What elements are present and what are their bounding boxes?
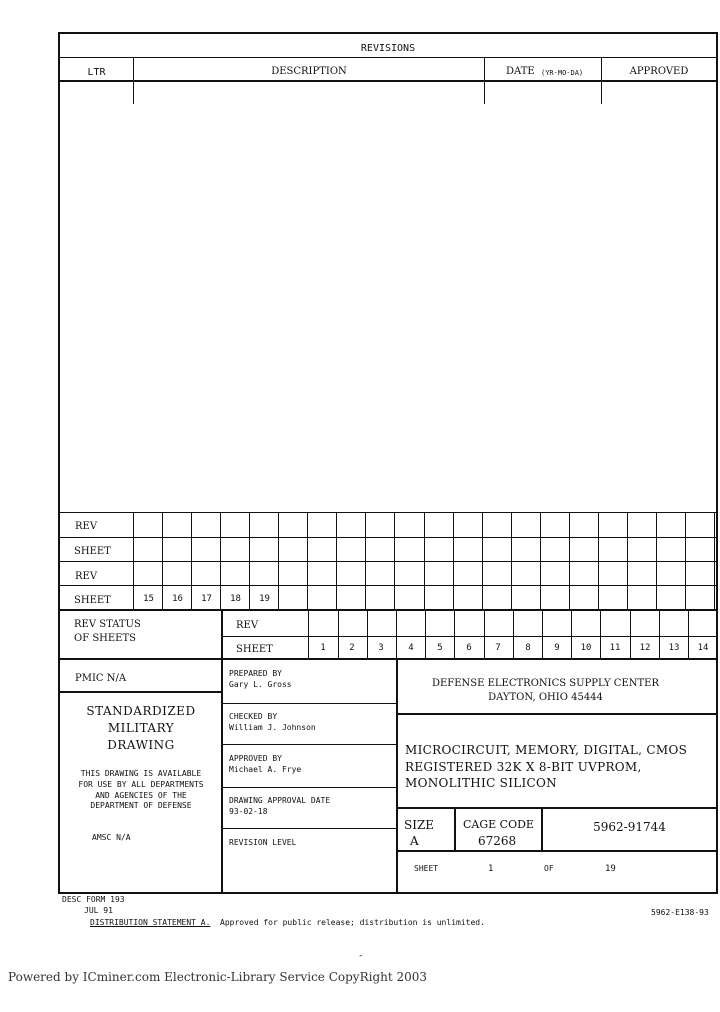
rev-status-middle: [222, 636, 717, 637]
status-sheet-number: 11: [609, 643, 621, 653]
sheet-footer-total: 19: [605, 864, 616, 874]
signoff-line-4: [222, 828, 396, 829]
status-sheet-number: 2: [349, 643, 355, 653]
checked-name: William J. Johnson: [229, 723, 316, 732]
status-sheet-number: 1: [320, 643, 326, 653]
status-col-line: [308, 609, 309, 658]
status-sheet-number: 9: [554, 643, 560, 653]
rev-status-divider: [221, 609, 223, 658]
checked-label: CHECKED BY: [229, 712, 278, 721]
avail-line-4: DEPARTMENT OF DEFENSE: [90, 801, 192, 810]
col-description: DESCRIPTION: [271, 66, 347, 77]
rev-grid-col-line: [453, 512, 454, 609]
rev-grid-col-line: [685, 512, 686, 609]
avail-line-2: FOR USE BY ALL DEPARTMENTS: [78, 780, 204, 789]
rev-grid-line-3: [59, 585, 717, 586]
agency-line-2: DAYTON, OHIO 45444: [488, 692, 603, 703]
rev-grid-col-line: [336, 512, 337, 609]
rev-grid-col-line: [656, 512, 657, 609]
rev-grid-line-2: [59, 561, 717, 562]
rev-grid-col-line: [482, 512, 483, 609]
prepared-label: PREPARED BY: [229, 669, 282, 678]
revisions-title-divider: [59, 57, 717, 58]
status-col-line: [338, 609, 339, 658]
page-mark: -: [358, 951, 364, 961]
signoff-left-border: [221, 658, 223, 894]
upper-sheet-18: 18: [230, 594, 241, 604]
rev-grid-col-line: [598, 512, 599, 609]
approval-date: 93-02-18: [229, 807, 268, 816]
cage-value: 67268: [478, 834, 517, 848]
sheet-footer-label: SHEET: [414, 864, 439, 873]
col-approved: APPROVED: [629, 66, 689, 77]
agency-line-1: DEFENSE ELECTRONICS SUPPLY CENTER: [431, 678, 660, 689]
rev-grid-col-line: [511, 512, 512, 609]
rev-col-line-3: [601, 57, 602, 104]
prepared-name: Gary L. Gross: [229, 680, 292, 689]
status-sheet-number: 8: [525, 643, 531, 653]
upper-sheet-16: 16: [172, 594, 183, 604]
col-date: DATE: [506, 66, 535, 77]
status-col-line: [688, 609, 689, 658]
avail-line-3: AND AGENCIES OF THE: [95, 791, 187, 800]
approved-label: APPROVED BY: [229, 754, 282, 763]
signoff-line-2: [222, 744, 396, 745]
rev-grid-rev-2: REV: [75, 571, 98, 582]
status-sheet-number: 5: [437, 643, 443, 653]
approved-name: Michael A. Frye: [229, 765, 302, 774]
status-sheet-number: 12: [639, 643, 651, 653]
status-sheet-number: 3: [378, 643, 384, 653]
rev-grid-col-line: [424, 512, 425, 609]
rev-grid-col-line: [394, 512, 395, 609]
rev-status-sheet: SHEET: [236, 644, 273, 655]
status-col-line: [454, 609, 455, 658]
signoff-line-1: [222, 703, 396, 704]
rev-grid-col-line: [569, 512, 570, 609]
size-row-bottom: [397, 850, 717, 852]
status-col-line: [630, 609, 631, 658]
drawing-number: 5962-91744: [593, 820, 666, 834]
status-col-line: [367, 609, 368, 658]
signoff-line-3: [222, 787, 396, 788]
size-label: SIZE: [404, 818, 435, 832]
rev-grid-col-line: [627, 512, 628, 609]
rev-grid-bottom: [59, 609, 717, 611]
revisions-header-divider: [59, 80, 717, 82]
rev-col-line-2: [484, 57, 485, 104]
status-sheet-number: 13: [668, 643, 680, 653]
distribution-text: Approved for public release; distribution is unlimited.: [220, 918, 485, 927]
status-sheet-number: 14: [697, 643, 709, 653]
rev-grid-sheet-2: SHEET: [74, 595, 111, 606]
rev-col-line-1: [133, 57, 134, 104]
status-col-line: [425, 609, 426, 658]
rev-status-label-1: REV STATUS: [74, 619, 141, 630]
sheet-footer-number: 1: [488, 864, 494, 874]
doc-code: 5962-E138-93: [651, 908, 709, 917]
status-sheet-number: 4: [408, 643, 414, 653]
cage-label: CAGE CODE: [463, 818, 534, 831]
title-divider: [397, 807, 717, 809]
std-line-2: MILITARY: [107, 721, 175, 735]
rev-grid-col-line: [307, 512, 308, 609]
status-sheet-number: 6: [466, 643, 472, 653]
agency-divider: [397, 713, 717, 715]
upper-sheet-19: 19: [259, 594, 270, 604]
title-line-2: REGISTERED 32K X 8-BIT UVPROM,: [405, 760, 642, 774]
rev-status-rev: REV: [236, 620, 259, 631]
col-ltr: LTR: [87, 67, 106, 78]
distribution-label: DISTRIBUTION STATEMENT A.: [90, 918, 211, 927]
rev-status-label-2: OF SHEETS: [74, 633, 137, 644]
rev-grid-line-1: [59, 537, 717, 538]
col-date-format: (YR-MO-DA): [541, 69, 584, 77]
status-col-line: [484, 609, 485, 658]
status-col-line: [396, 609, 397, 658]
form-line-1: DESC FORM 193: [62, 895, 125, 904]
approval-date-label: DRAWING APPROVAL DATE: [229, 796, 331, 805]
revisions-title: REVISIONS: [360, 43, 416, 54]
watermark: Powered by ICminer.com Electronic-Library Service CopyRight 2003: [8, 970, 428, 984]
form-line-2: JUL 91: [84, 906, 113, 915]
status-col-line: [513, 609, 514, 658]
upper-sheet-17: 17: [201, 594, 212, 604]
status-col-line: [659, 609, 660, 658]
rev-grid-col-line: [714, 512, 715, 609]
rev-grid-rev-1: REV: [75, 521, 98, 532]
rev-grid-col-line: [540, 512, 541, 609]
title-line-1: MICROCIRCUIT, MEMORY, DIGITAL, CMOS: [405, 743, 688, 757]
revision-level-label: REVISION LEVEL: [229, 838, 297, 847]
rev-grid-col-line: [365, 512, 366, 609]
sheet-footer-of: OF: [544, 864, 554, 873]
pmic-label: PMIC N/A: [75, 673, 127, 684]
status-sheet-number: 10: [580, 643, 592, 653]
amsc-label: AMSC N/A: [92, 833, 131, 842]
pmic-divider: [59, 691, 222, 693]
status-sheet-number: 7: [495, 643, 501, 653]
std-line-3: DRAWING: [107, 738, 175, 752]
rev-grid-sheet-1: SHEET: [74, 546, 111, 557]
size-value: A: [410, 834, 419, 848]
status-col-line: [600, 609, 601, 658]
rev-grid-top: [59, 512, 717, 513]
status-col-line: [571, 609, 572, 658]
title-line-3: MONOLITHIC SILICON: [405, 776, 557, 790]
upper-sheet-15: 15: [143, 594, 154, 604]
rev-status-bottom: [59, 658, 717, 660]
size-divider: [454, 807, 456, 850]
std-line-1: STANDARDIZED: [86, 704, 196, 718]
avail-line-1: THIS DRAWING IS AVAILABLE: [80, 769, 202, 778]
status-col-line: [542, 609, 543, 658]
